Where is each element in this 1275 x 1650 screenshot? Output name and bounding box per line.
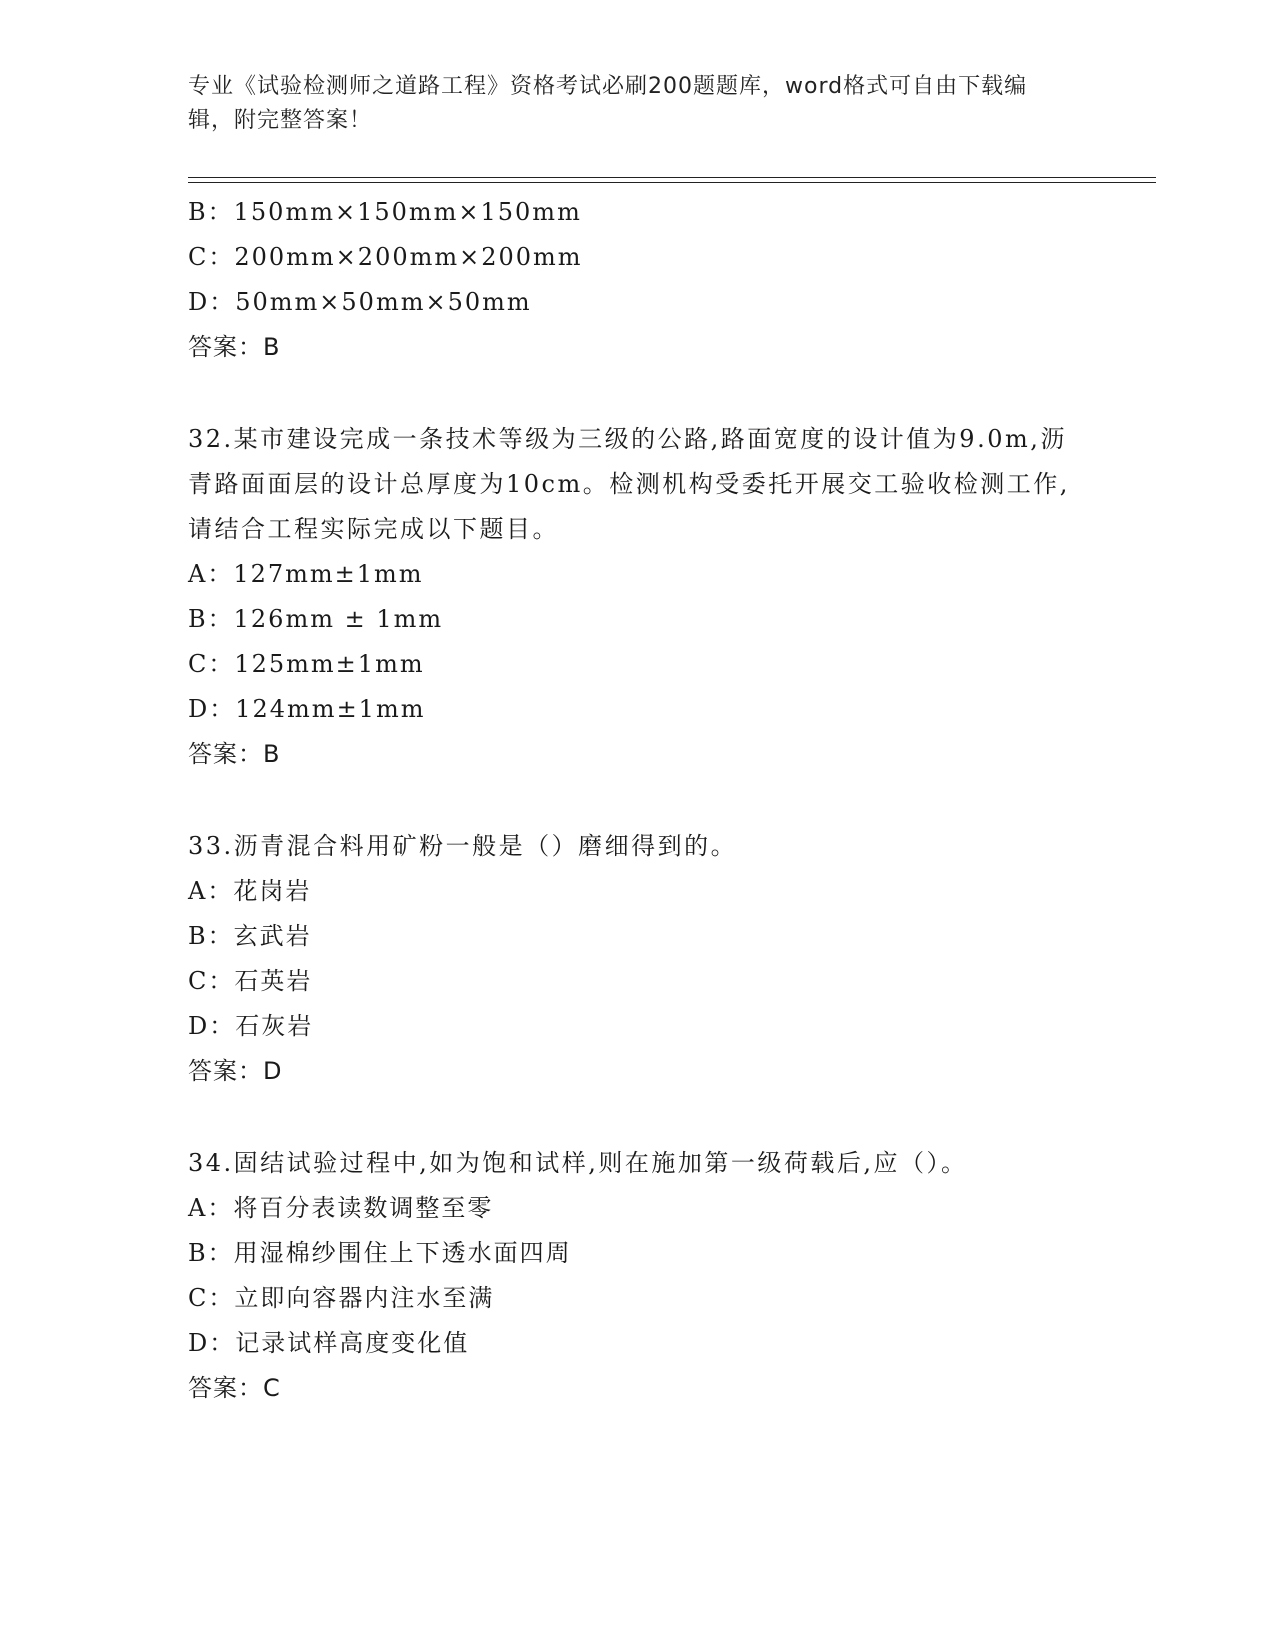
option-a: A：花岗岩 [188, 877, 312, 905]
answer-line: 答案：D [188, 1057, 283, 1085]
option-d: D：124mm±1mm [188, 695, 426, 723]
option-d: D：石灰岩 [188, 1012, 314, 1040]
document-title: 专业《试验检测师之道路工程》资格考试必刷200题题库，word格式可自由下载编辑，附完整答案！ [188, 74, 1028, 133]
header-divider [188, 177, 1156, 183]
page-header [188, 70, 1068, 138]
question-32 [188, 417, 1088, 777]
answer-line: 答案：B [188, 740, 281, 768]
answer-line: 答案：B [188, 333, 281, 361]
answer-line: 答案：C [188, 1374, 281, 1402]
question-31-tail [188, 190, 1088, 370]
question-text: 34.固结试验过程中,如为饱和试样,则在施加第一级荷载后,应（）。 [188, 1149, 968, 1177]
option-a: A：将百分表读数调整至零 [188, 1194, 494, 1222]
question-list [188, 190, 1088, 1411]
question-33 [188, 824, 1088, 1094]
question-text: 33.沥青混合料用矿粉一般是（）磨细得到的。 [188, 832, 738, 860]
option-c: C：125mm±1mm [188, 650, 425, 678]
question-34 [188, 1141, 1088, 1411]
question-text: 32.某市建设完成一条技术等级为三级的公路,路面宽度的设计值为9.0m,沥青路面面层的设计总厚度为10cm。检测机构受委托开展交工验收检测工作,请结合工程实际完成以下题目。 [188, 425, 1070, 543]
option-b: B：126mm ± 1mm [188, 605, 444, 633]
option-d: D：记录试样高度变化值 [188, 1329, 470, 1357]
option-c: C：立即向容器内注水至满 [188, 1284, 495, 1312]
option-d: D：50mm×50mm×50mm [188, 288, 532, 316]
option-b: B：用湿棉纱围住上下透水面四周 [188, 1239, 572, 1267]
option-c: C：石英岩 [188, 967, 313, 995]
option-a: A：127mm±1mm [188, 560, 424, 588]
option-b: B：玄武岩 [188, 922, 312, 950]
option-b: B：150mm×150mm×150mm [188, 198, 582, 226]
option-c: C：200mm×200mm×200mm [188, 243, 583, 271]
